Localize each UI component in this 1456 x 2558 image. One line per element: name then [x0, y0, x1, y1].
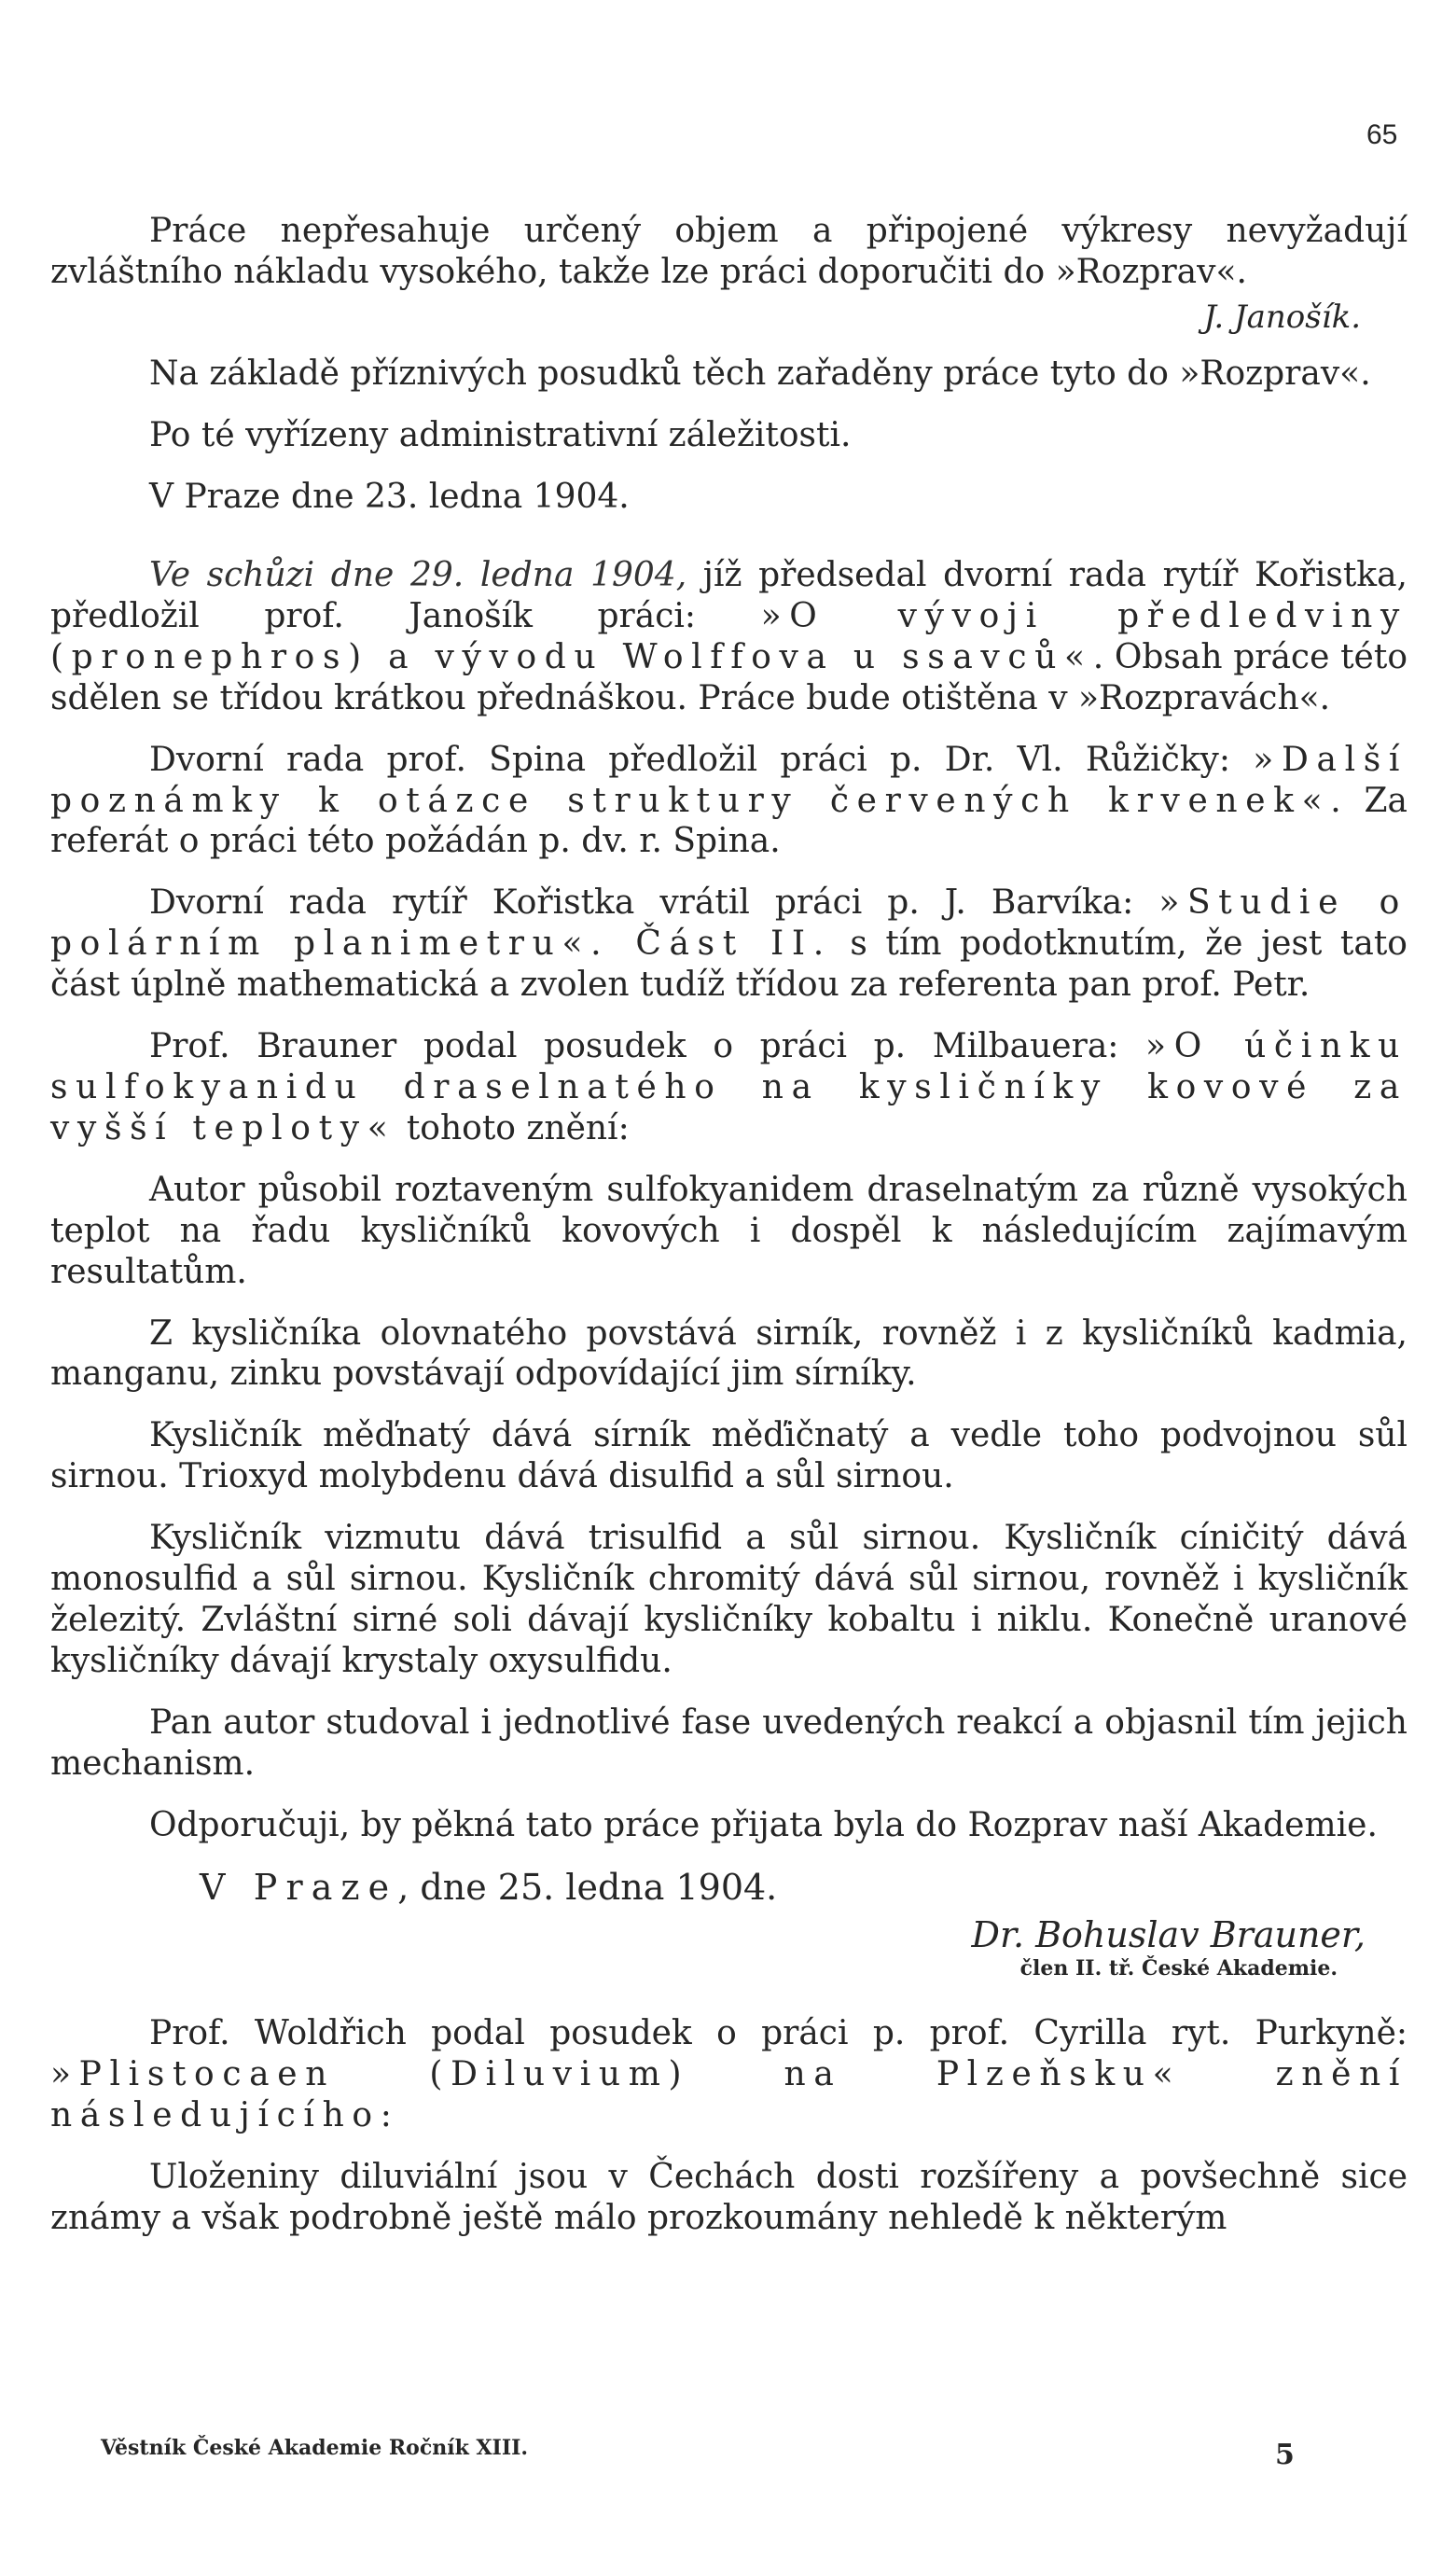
work-title-purkyne: »Plistocaen (Diluvium) na Plzeňsku« znění následujícího: [50, 2054, 1407, 2134]
paragraph-9-text-a: Prof. Woldřich podal posudek o práci p. prof. Cyrilla ryt. Purkyně: [149, 2014, 1407, 2053]
meeting-date: Ve schůzi dne 29. ledna 1904, [149, 556, 687, 594]
signature-name: Dr. Bohuslav Brauner, [971, 1913, 1366, 1955]
paragraph-10: Uloženiny diluviální jsou v Čechách dosti rozšířeny a povšechně sice známy a však podrobně ještě málo prozkoumány nehledě k některým [50, 2157, 1407, 2237]
paragraph-5 [50, 555, 1407, 719]
page-number: 65 [1366, 119, 1398, 150]
dateline-place: V Praze [200, 1867, 398, 1909]
work-title-milbauer: »O účinku sulfokyanidu draselnatého na kysličníky kovové za vyšší teploty« [50, 1027, 1407, 1147]
footer-signature-mark: 5 [1275, 2439, 1295, 2471]
report-paragraph-5: Pan autor studoval i jednotlivé fase uvedených reakcí a objasnil tím jejich mechanism. [50, 1703, 1407, 1783]
dateline-date: , dne 25. ledna 1904. [397, 1867, 778, 1909]
paragraph-7-text-b: s tím podotknutím, že jest tato část úplně mathematická a zvolen tudíž třídou za referenta pan prof. Petr. [50, 924, 1407, 1005]
paragraph-6-text-b: . Za referát o práci této požádán p. dv. r. Spina. [50, 781, 1407, 861]
paragraph-4: V Praze dne 23. ledna 1904. [149, 478, 630, 517]
paragraph-8-text-b: tohoto znění: [395, 1108, 630, 1147]
work-title-janosik: »O vývoji předledviny (pronephros) a vývodu Wolffova u ssavců« [50, 596, 1407, 676]
page-body [50, 211, 1407, 2259]
paragraph-8-text-a: Prof. Brauner podal posudek o práci p. Milbauera: [149, 1027, 1146, 1066]
report-paragraph-2: Z kysličníka olovnatého povstává sirník, rovněž i z kysličníků kadmia, manganu, zinku povstávají odpovídající jim sírníky. [50, 1314, 1407, 1394]
work-title-barvik: »Studie o polárním planimetru«. Část II. [50, 883, 1407, 964]
footer-journal: Věstník České Akademie Ročník XIII. [101, 2436, 529, 2460]
paragraph-7 [50, 883, 1407, 1006]
report-paragraph-3: Kysličník měďnatý dává sírník měďičnatý a vedle toho podvojnou sůl sirnou. Trioxyd molybdenu dává disulfid a sůl sirnou. [50, 1416, 1407, 1496]
paragraph-1: Práce nepřesahuje určený objem a připojené výkresy nevyžadují zvláštního nákladu vysokého, takže lze práci doporučiti do »Rozprav«. [50, 212, 1407, 291]
paragraph-5-text-b: . Obsah práce této sdělen se třídou krátkou přednáškou. Práce bude otištěna v »Rozpravách«. [50, 637, 1407, 717]
report-paragraph-4: Kysličník vizmutu dává trisulfid a sůl sirnou. Kysličník cíničitý dává monosulfid a sůl sirnou. Kysličník chromitý dává sůl sirnou, rovněž i kysličník železitý. Zvláštní sirné soli dávají kysličníky kobaltu i niklu. Konečně uranové kysličníky dávají krystaly oxysulfidu. [50, 1519, 1407, 1680]
paragraph-3: Po té vyřízeny administrativní záležitosti. [149, 416, 852, 455]
paragraph-7-text-a: Dvorní rada rytíř Kořistka vrátil práci p. J. Barvíka: [149, 883, 1159, 923]
report-paragraph-1: Autor působil roztaveným sulfokyanidem draselnatým za různě vysokých teplot na řadu kysličníků kovových i dospěl k následujícím zajímavým resultatům. [50, 1170, 1407, 1291]
paragraph-5-text-a: jíž předsedal dvorní rada rytíř Kořistka, předložil prof. Janošík práci: [50, 556, 1408, 635]
signature-janosik: J. Janošík. [1203, 298, 1361, 336]
report-paragraph-6: Odporučuji, by pěkná tato práce přijata byla do Rozprav naší Akademie. [149, 1805, 1378, 1844]
paragraph-6 [50, 740, 1407, 863]
paragraph-8 [50, 1026, 1407, 1149]
work-title-ruzicka: »Další poznámky k otázce struktury červených krvenek« [50, 740, 1407, 820]
paragraph-6-text-a: Dvorní rada prof. Spina předložil práci p. Dr. Vl. Růžičky: [149, 740, 1254, 779]
paragraph-9 [50, 2013, 1407, 2136]
paragraph-2: Na základě příznivých posudků těch zařaděny práce tyto do »Rozprav«. [149, 355, 1371, 394]
signature-brauner [50, 1913, 1407, 1981]
signature-title: člen II. tř. České Akademie. [1019, 1956, 1338, 1981]
dateline [200, 1866, 1407, 1909]
